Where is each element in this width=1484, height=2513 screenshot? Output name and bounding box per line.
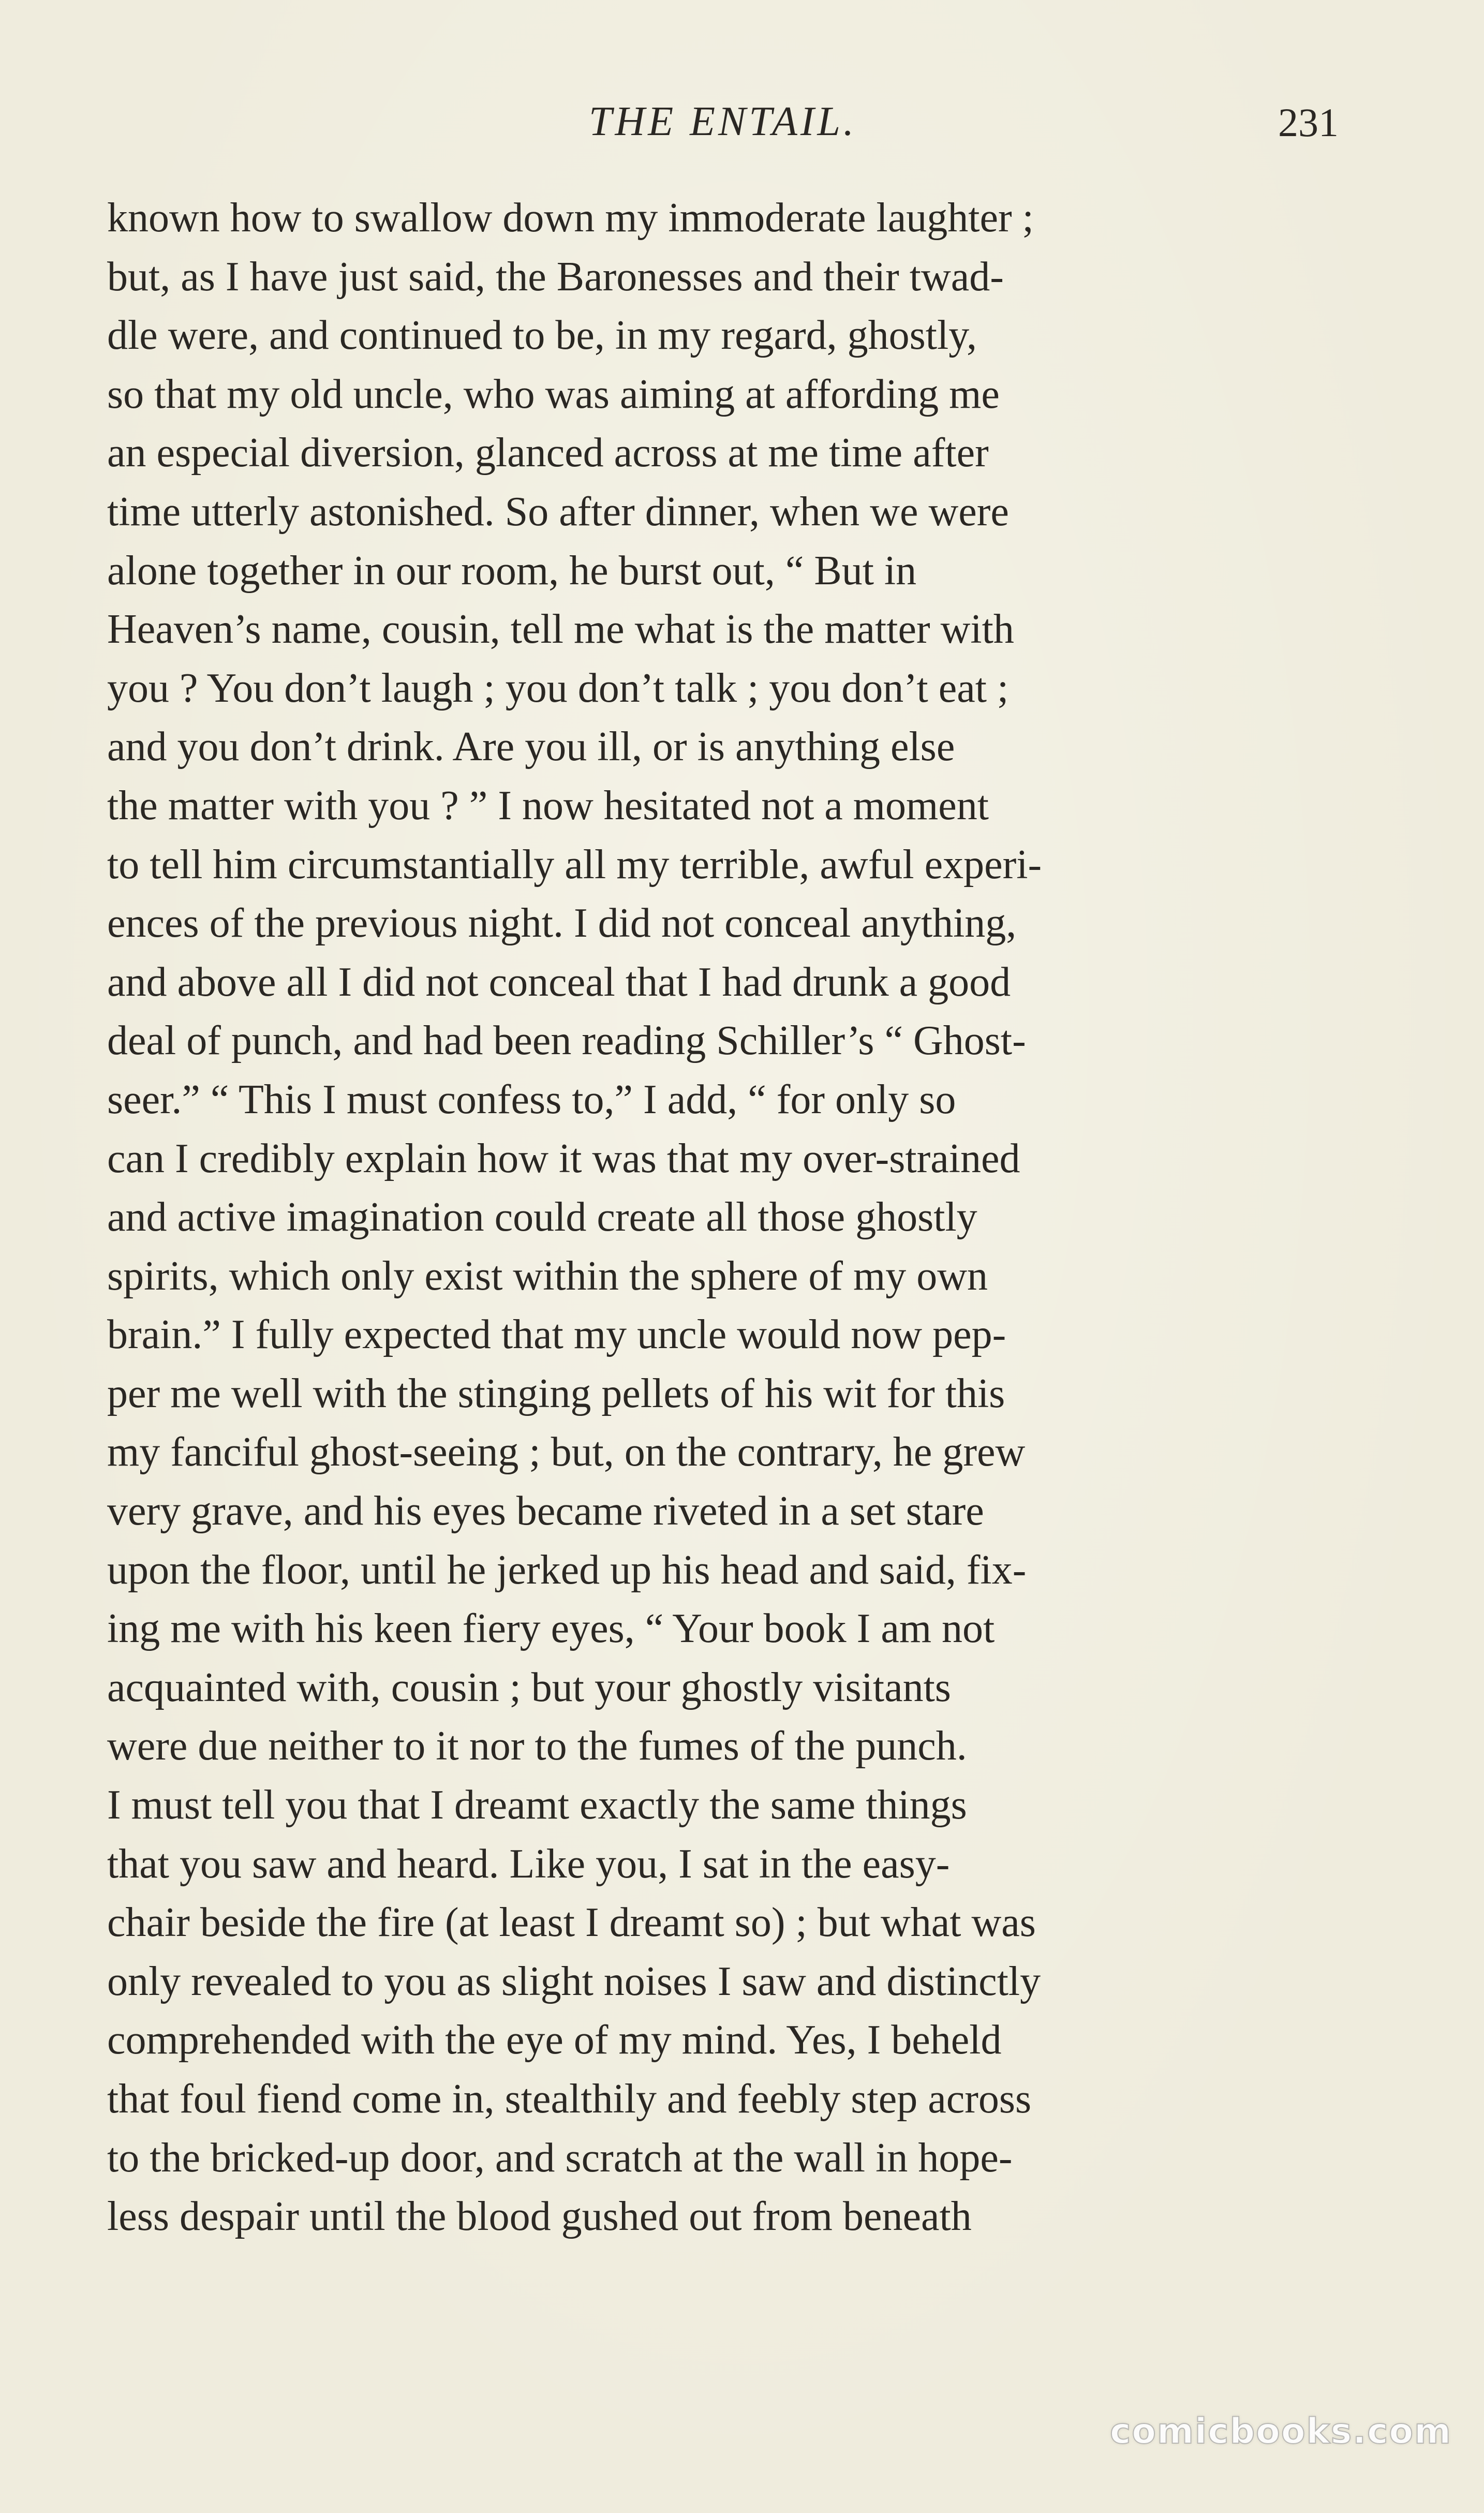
- text-line: deal of punch, and had been reading Schiller’s “ Ghost-: [107, 1018, 1026, 1064]
- text-line: time utterly astonished. So after dinner, when we were: [107, 489, 1009, 535]
- text-line: my fanciful ghost-seeing ; but, on the contrary, he grew: [107, 1429, 1026, 1475]
- text-line: can I credibly explain how it was that my over-strained: [107, 1135, 1020, 1181]
- text-line: comprehended with the eye of my mind. Yes, I beheld: [107, 2017, 1002, 2063]
- text-line: per me well with the stinging pellets of his wit for this: [107, 1370, 1005, 1416]
- text-line: were due neither to it nor to the fumes of the punch.: [107, 1723, 967, 1769]
- text-line: and active imagination could create all those ghostly: [107, 1194, 977, 1240]
- text-line: spirits, which only exist within the sphere of my own: [107, 1253, 988, 1299]
- site-watermark: comicbooks.com: [1109, 2411, 1452, 2452]
- running-title: THE ENTAIL.: [589, 99, 857, 144]
- text-line: to tell him circumstantially all my terrible, awful experi-: [107, 841, 1042, 888]
- text-line: acquainted with, cousin ; but your ghostly visitants: [107, 1664, 951, 1710]
- text-line: alone together in our room, he burst out, “ But in: [107, 548, 917, 594]
- page-number: 231: [1278, 100, 1339, 145]
- text-line: only revealed to you as slight noises I saw and distinctly: [107, 1958, 1041, 2004]
- text-line: less despair until the blood gushed out from beneath: [107, 2194, 972, 2240]
- text-line: dle were, and continued to be, in my regard, ghostly,: [107, 313, 977, 359]
- text-line: and you don’t drink. Are you ill, or is anything else: [107, 724, 955, 770]
- text-line: I must tell you that I dreamt exactly the same things: [107, 1782, 967, 1828]
- text-line: so that my old uncle, who was aiming at affording me: [107, 371, 1000, 417]
- running-head: [107, 98, 1339, 155]
- text-line: that you saw and heard. Like you, I sat in the easy-: [107, 1841, 950, 1887]
- text-line: the matter with you ? ” I now hesitated not a moment: [107, 782, 989, 829]
- text-line: seer.” “ This I must confess to,” I add, “ for only so: [107, 1076, 956, 1122]
- text-line: ing me with his keen fiery eyes, “ Your book I am not: [107, 1606, 995, 1652]
- text-line: known how to swallow down my immoderate laughter ;: [107, 195, 1034, 241]
- text-line: you ? You don’t laugh ; you don’t talk ; you don’t eat ;: [107, 665, 1009, 711]
- text-line: upon the floor, until he jerked up his head and said, fix-: [107, 1547, 1027, 1593]
- text-line: ences of the previous night. I did not conceal anything,: [107, 900, 1017, 947]
- text-line: an especial diversion, glanced across at me time after: [107, 430, 989, 476]
- text-line: to the bricked-up door, and scratch at the wall in hope-: [107, 2135, 1013, 2181]
- text-line: brain.” I fully expected that my uncle would now pep-: [107, 1312, 1006, 1358]
- text-line: very grave, and his eyes became riveted in a set stare: [107, 1488, 984, 1534]
- text-line: Heaven’s name, cousin, tell me what is the matter with: [107, 607, 1014, 653]
- text-line: but, as I have just said, the Baronesses and their twad-: [107, 254, 1004, 300]
- text-line: that foul fiend come in, stealthily and feebly step across: [107, 2076, 1032, 2122]
- text-line: and above all I did not conceal that I had drunk a good: [107, 959, 1011, 1005]
- text-line: chair beside the fire (at least I dreamt so) ; but what was: [107, 1900, 1036, 1946]
- body-text: [107, 189, 1339, 2246]
